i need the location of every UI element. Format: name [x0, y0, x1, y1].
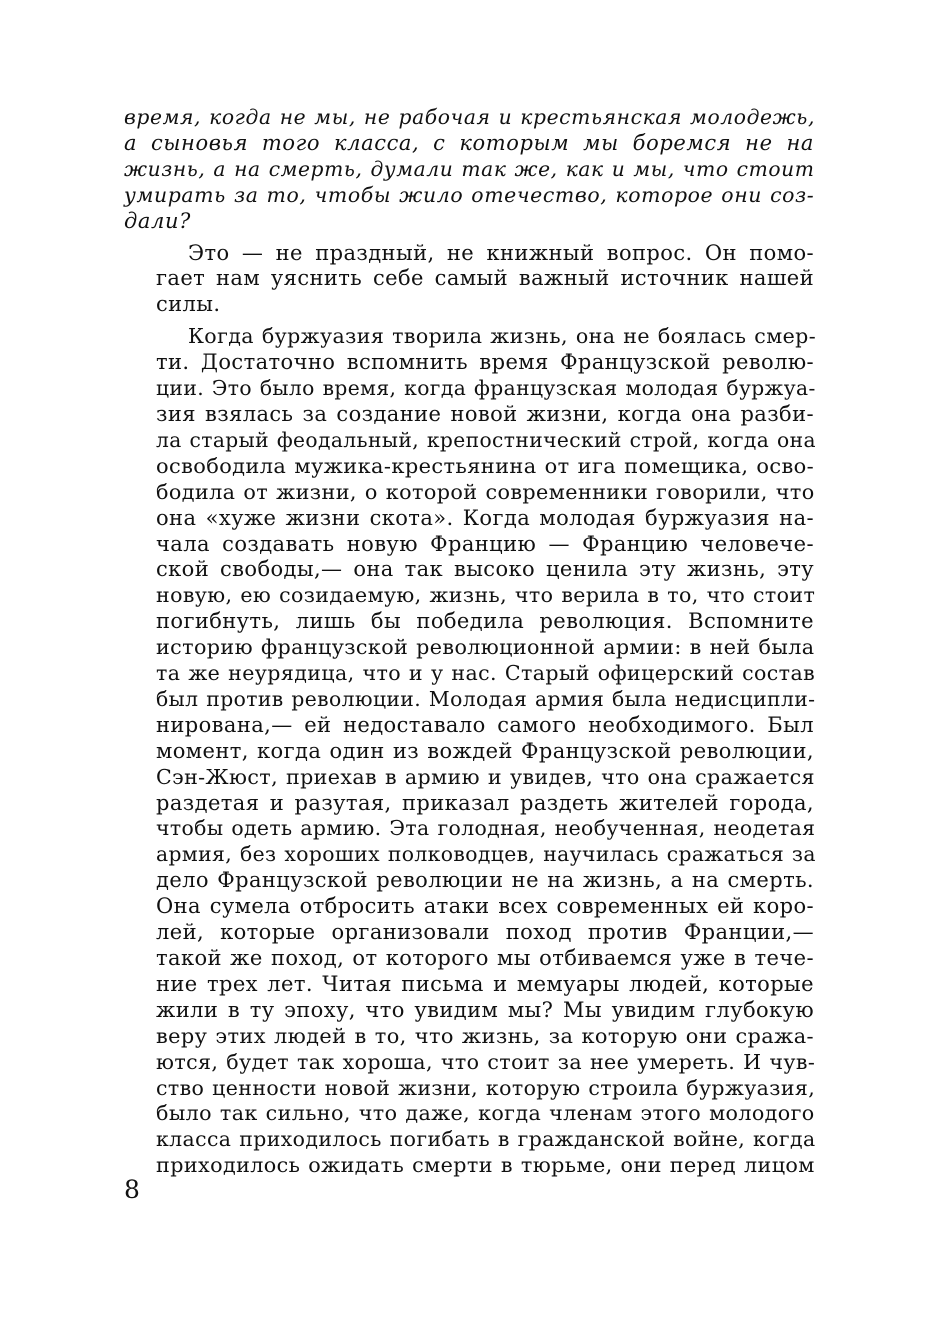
text-line: момент, когда один из вождей Французской революции,: [156, 738, 814, 763]
text-line: Когда буржуазия творила жизнь, она не боялась смер-: [188, 324, 817, 349]
text-line: ти. Достаточно вспомнить время Французской револю-: [156, 350, 814, 375]
text-line: класса приходилось погибать в гражданской войне, когда: [156, 1127, 816, 1152]
text-line: ются, будет так хороша, что стоит за нее умереть. И чув-: [156, 1049, 816, 1074]
text-line: время, когда не мы, не рабочая и крестьянская молодежь,: [124, 105, 815, 129]
text-line: жизнь, а на смерть, думали так же, как и мы, что стоит: [124, 156, 815, 181]
paragraph: [124, 241, 814, 319]
text-line: чала создавать новую Францию — Францию человече-: [156, 531, 814, 556]
paragraph: [124, 324, 817, 1179]
text-line: гает нам уяснить себе самый важный источник нашей: [156, 266, 814, 291]
text-line: нирована,— ей недоставало самого необходимого. Был: [156, 712, 814, 737]
text-line: освободила мужика-крестьянина от ига помещика, осво-: [156, 453, 815, 478]
text-line: веру этих людей в то, что жизнь, за которую они сража-: [156, 1023, 814, 1048]
text-line: было так сильно, что даже, когда членам этого молодого: [156, 1101, 815, 1126]
text-line: Это — не праздный, не книжный вопрос. Он помо-: [188, 240, 814, 265]
text-line: дали?: [124, 208, 191, 233]
text-line: та же неурядица, что и у нас. Старый офицерский состав: [156, 661, 816, 686]
text-line: такой же поход, от которого мы отбиваемся уже в тече-: [156, 946, 814, 970]
paragraph: [124, 105, 814, 235]
text-line: Она сумела отбросить атаки всех современных ей коро-: [156, 894, 814, 919]
text-line: зия взялась за создание новой жизни, когда она разби-: [156, 401, 814, 426]
text-line: ла старый феодальный, крепостнический строй, когда она: [156, 427, 816, 452]
text-line: армия, без хороших полководцев, научилась сражаться за: [156, 842, 816, 867]
text-line: ции. Это было время, когда французская молодая буржуа-: [156, 376, 816, 401]
text-line: погибнуть, лишь бы победила революция. Вспомните: [156, 609, 814, 634]
text-line: новую, ею созидаемую, жизнь, что верила в то, что стоит: [156, 583, 816, 608]
text-line: она «хуже жизни скота». Когда молодая буржуазия на-: [156, 505, 814, 530]
text-line: был против революции. Молодая армия была недисципли-: [156, 686, 816, 711]
text-line: силы.: [156, 292, 221, 317]
text-line: умирать за то, чтобы жило отечество, которое они соз-: [124, 182, 815, 207]
text-line: а сыновья того класса, с которым мы боремся не на: [124, 130, 814, 155]
text-line: Сэн-Жюст, приехав в армию и увидев, что она сражается: [156, 764, 815, 789]
page-number: 8: [124, 1175, 140, 1204]
text-line: ской свободы,— она так высоко ценила эту жизнь, эту: [156, 557, 814, 582]
text-line: раздетая и разутая, приказал раздеть жителей города,: [156, 790, 814, 815]
page-text-body: [124, 105, 817, 1179]
text-line: жили в ту эпоху, что увидим мы? Мы увидим глубокую: [156, 997, 814, 1022]
text-line: ние трех лет. Читая письма и мемуары людей, которые: [156, 971, 814, 996]
text-line: приходилось ожидать смерти в тюрьме, они перед лицом: [156, 1153, 815, 1178]
text-line: чтобы одеть армию. Эта голодная, необученная, неодетая: [156, 816, 816, 841]
text-line: бодила от жизни, о которой современники говорили, что: [156, 479, 815, 504]
text-line: лей, которые организовали поход против Франции,—: [156, 920, 814, 945]
text-line: историю французской революционной армии: в ней была: [156, 635, 815, 660]
text-line: ство ценности новой жизни, которую строила буржуазия,: [156, 1075, 816, 1100]
text-line: дело Французской революции не на жизнь, а на смерть.: [156, 868, 814, 893]
